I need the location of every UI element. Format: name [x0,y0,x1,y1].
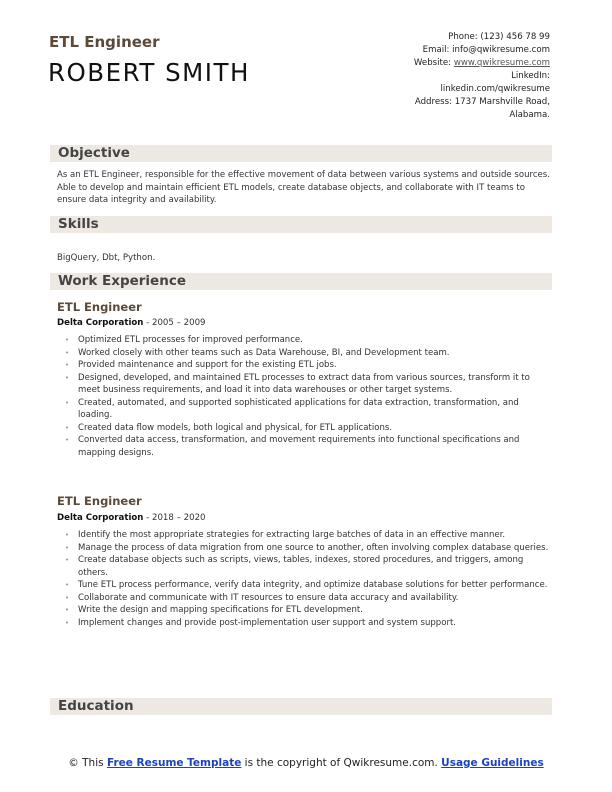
usage-guidelines-link[interactable]: Usage Guidelines [441,757,544,769]
skills-section-header [50,216,552,233]
list-item: • Create database objects such as scripts, views, tables, indexes, stored procedures, and triggers, among others. [57,554,553,579]
list-item: • Tune ETL process performance, verify data integrity, and optimize database solutions for better performance. [57,579,553,592]
job-title: ETL Engineer [57,494,142,508]
skills-text: BigQuery, Dbt, Python. [57,253,156,263]
contact-phone: Phone: (123) 456 78 99 [448,32,550,42]
list-item: • Converted data access, transformation, and movement requirements into functional specifications and mapping designs. [57,434,553,459]
list-item: • Designed, developed, and maintained ETL processes to extract data from various sources, transform it to meet business requirements, and load it into data warehouses or other target systems. [57,372,553,397]
job-company-line [57,513,206,523]
contact-linkedin-label: LinkedIn: [511,71,550,81]
job-dates: - 2018 – 2020 [143,513,206,523]
section-title: Education [58,698,134,714]
list-item: • Created data flow models, both logical and physical, for ETL applications. [57,422,553,435]
website-label: Website: [413,58,454,68]
list-item: • Provided maintenance and support for the existing ETL jobs. [57,359,553,372]
list-item: • Manage the process of data migration from one source to another, often involving complex database queries. [57,542,553,555]
candidate-name: ROBERT SMITH [48,58,250,87]
job-company-line [57,318,206,328]
section-title: Objective [58,145,130,161]
job-bullets [57,334,553,459]
job-dates: - 2005 – 2009 [143,318,206,328]
resume-role-title: ETL Engineer [49,33,160,51]
education-section-header [50,698,552,715]
section-title: Work Experience [58,273,186,289]
contact-linkedin: linkedin.com/qwikresume [440,84,550,94]
list-item: • Created, automated, and supported sophisticated applications for data extraction, transformation, and loading. [57,397,553,422]
contact-website [350,57,550,70]
footer-middle: is the copyright of Qwikresume.com. [241,757,442,769]
objective-text: As an ETL Engineer, responsible for the effective movement of data between various systems and outside sources. Able to develop and maintain efficient ETL models, create database objects, and collaborate with IT teams to ensure data integrity and availability. [57,170,550,205]
company-name: Delta Corporation [57,318,144,328]
contact-block [350,31,550,122]
list-item: • Write the design and mapping specifications for ETL development. [57,604,553,617]
company-name: Delta Corporation [57,513,144,523]
section-title: Skills [58,216,99,232]
footer-prefix: © This [68,757,107,769]
list-item: • Optimized ETL processes for improved performance. [57,334,553,347]
list-item: • Implement changes and provide post-implementation user support and system support. [57,617,553,630]
list-item: • Identify the most appropriate strategies for extracting large batches of data in an effective manner. [57,529,553,542]
contact-address-line1: Address: 1737 Marshville Road, [414,97,550,107]
list-item: • Worked closely with other teams such as Data Warehouse, BI, and Development team. [57,347,553,360]
work-section-header [50,273,552,290]
website-link[interactable]: www.qwikresume.com [453,58,550,68]
objective-section-header [50,145,552,162]
list-item: • Collaborate and communicate with IT resources to ensure data accuracy and availability. [57,592,553,605]
job-title: ETL Engineer [57,300,142,314]
contact-address-line2: Alabama. [509,110,550,120]
copyright-footer [0,757,612,770]
free-resume-template-link[interactable]: Free Resume Template [106,757,242,769]
contact-email: Email: info@qwikresume.com [422,45,550,55]
job-bullets [57,529,553,629]
